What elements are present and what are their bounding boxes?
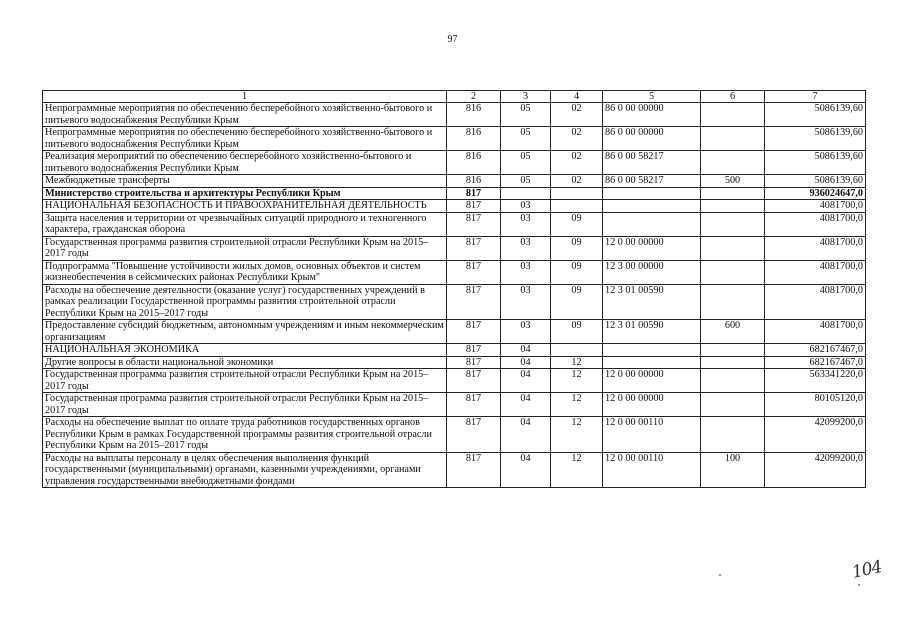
row-section-cell: 03 <box>501 260 551 284</box>
handwritten-page-mark: 104 <box>850 557 884 583</box>
row-section-cell: 03 <box>501 284 551 320</box>
column-header-5: 5 <box>603 91 701 103</box>
row-name-cell: Подпрограмма "Повышение устойчивости жилых домов, основных объектов и систем жизнеобеспечения в сейсмических районах Республики Крым" <box>43 260 447 284</box>
row-subsection-cell: 12 <box>551 417 603 453</box>
table-row <box>43 236 866 260</box>
row-section-cell: 05 <box>501 151 551 175</box>
scan-artifact <box>858 584 860 586</box>
row-target-article-cell <box>603 356 701 369</box>
table-row <box>43 320 866 344</box>
row-name-cell: Министерство строительства и архитектуры Республики Крым <box>43 187 447 200</box>
row-subsection-cell: 02 <box>551 175 603 188</box>
row-target-article-cell: 86 0 00 00000 <box>603 103 701 127</box>
row-amount-cell: 80105120,0 <box>765 393 866 417</box>
row-amount-cell: 4081700,0 <box>765 212 866 236</box>
row-ministry-code-cell: 817 <box>447 356 501 369</box>
row-target-article-cell <box>603 344 701 357</box>
row-ministry-code-cell: 816 <box>447 103 501 127</box>
row-amount-cell: 4081700,0 <box>765 284 866 320</box>
row-amount-cell: 4081700,0 <box>765 260 866 284</box>
row-expense-type-cell: 500 <box>701 175 765 188</box>
row-expense-type-cell <box>701 344 765 357</box>
column-header-7: 7 <box>765 91 866 103</box>
row-subsection-cell: 12 <box>551 356 603 369</box>
table-row <box>43 356 866 369</box>
row-expense-type-cell <box>701 127 765 151</box>
column-header-3: 3 <box>501 91 551 103</box>
row-ministry-code-cell: 817 <box>447 417 501 453</box>
budget-table <box>42 90 866 488</box>
row-ministry-code-cell: 817 <box>447 212 501 236</box>
row-section-cell: 04 <box>501 344 551 357</box>
row-amount-cell: 42099200,0 <box>765 452 866 488</box>
row-ministry-code-cell: 817 <box>447 200 501 213</box>
row-target-article-cell: 12 3 01 00590 <box>603 284 701 320</box>
row-name-cell: Предоставление субсидий бюджетным, автономным учреждениям и иным некоммерческим организациям <box>43 320 447 344</box>
row-target-article-cell: 12 3 00 00000 <box>603 260 701 284</box>
row-subsection-cell: 12 <box>551 369 603 393</box>
row-amount-cell: 4081700,0 <box>765 320 866 344</box>
row-expense-type-cell <box>701 212 765 236</box>
row-expense-type-cell <box>701 417 765 453</box>
row-subsection-cell: 09 <box>551 236 603 260</box>
row-expense-type-cell <box>701 260 765 284</box>
row-target-article-cell: 86 0 00 58217 <box>603 175 701 188</box>
table-row <box>43 284 866 320</box>
row-amount-cell: 682167467,0 <box>765 344 866 357</box>
row-amount-cell: 4081700,0 <box>765 236 866 260</box>
row-ministry-code-cell: 816 <box>447 151 501 175</box>
row-expense-type-cell <box>701 151 765 175</box>
row-ministry-code-cell: 817 <box>447 344 501 357</box>
table-row <box>43 369 866 393</box>
row-section-cell: 05 <box>501 175 551 188</box>
row-section-cell: 04 <box>501 417 551 453</box>
row-name-cell: Государственная программа развития строительной отрасли Республики Крым на 2015–2017 годы <box>43 369 447 393</box>
row-name-cell: Расходы на выплаты персоналу в целях обеспечения выполнения функций государственными (муниципальными) органами, казенными учреждениями, органами управления государственными внебюджетными фондами <box>43 452 447 488</box>
row-subsection-cell: 12 <box>551 452 603 488</box>
row-target-article-cell: 12 0 00 00000 <box>603 369 701 393</box>
column-header-6: 6 <box>701 91 765 103</box>
row-expense-type-cell <box>701 393 765 417</box>
row-section-cell: 03 <box>501 200 551 213</box>
row-target-article-cell <box>603 187 701 200</box>
row-subsection-cell <box>551 200 603 213</box>
row-ministry-code-cell: 817 <box>447 284 501 320</box>
row-subsection-cell: 09 <box>551 260 603 284</box>
row-section-cell: 04 <box>501 369 551 393</box>
page-number: 97 <box>447 34 458 45</box>
table-row <box>43 344 866 357</box>
row-name-cell: НАЦИОНАЛЬНАЯ ЭКОНОМИКА <box>43 344 447 357</box>
table-row <box>43 260 866 284</box>
row-target-article-cell <box>603 200 701 213</box>
row-section-cell: 03 <box>501 212 551 236</box>
row-expense-type-cell <box>701 187 765 200</box>
column-header-1: 1 <box>43 91 447 103</box>
row-expense-type-cell: 100 <box>701 452 765 488</box>
row-name-cell: Защита населения и территории от чрезвычайных ситуаций природного и техногенного характера, гражданская оборона <box>43 212 447 236</box>
row-amount-cell: 936024647,0 <box>765 187 866 200</box>
row-name-cell: Другие вопросы в области национальной экономики <box>43 356 447 369</box>
column-header-4: 4 <box>551 91 603 103</box>
header-row <box>43 91 866 103</box>
row-ministry-code-cell: 817 <box>447 236 501 260</box>
row-ministry-code-cell: 817 <box>447 369 501 393</box>
row-amount-cell: 563341220,0 <box>765 369 866 393</box>
row-subsection-cell: 02 <box>551 127 603 151</box>
row-section-cell: 05 <box>501 103 551 127</box>
row-section-cell <box>501 187 551 200</box>
row-subsection-cell <box>551 187 603 200</box>
row-expense-type-cell <box>701 200 765 213</box>
row-ministry-code-cell: 816 <box>447 127 501 151</box>
table-row <box>43 127 866 151</box>
row-target-article-cell: 86 0 00 00000 <box>603 127 701 151</box>
row-target-article-cell: 12 0 00 00000 <box>603 393 701 417</box>
row-expense-type-cell: 600 <box>701 320 765 344</box>
row-expense-type-cell <box>701 103 765 127</box>
row-amount-cell: 42099200,0 <box>765 417 866 453</box>
row-name-cell: НАЦИОНАЛЬНАЯ БЕЗОПАСНОСТЬ И ПРАВООХРАНИТЕЛЬНАЯ ДЕЯТЕЛЬНОСТЬ <box>43 200 447 213</box>
row-name-cell: Реализация мероприятий по обеспечению бесперебойного хозяйственно-бытового и питьевого водоснабжения Республики Крым <box>43 151 447 175</box>
row-expense-type-cell <box>701 284 765 320</box>
row-amount-cell: 5086139,60 <box>765 127 866 151</box>
row-target-article-cell: 12 0 00 00110 <box>603 452 701 488</box>
row-name-cell: Государственная программа развития строительной отрасли Республики Крым на 2015–2017 годы <box>43 393 447 417</box>
row-amount-cell: 682167467,0 <box>765 356 866 369</box>
row-name-cell: Непрограммные мероприятия по обеспечению бесперебойного хозяйственно-бытового и питьевого водоснабжения Республики Крым <box>43 127 447 151</box>
row-ministry-code-cell: 817 <box>447 260 501 284</box>
row-target-article-cell: 86 0 00 58217 <box>603 151 701 175</box>
table-row <box>43 417 866 453</box>
row-subsection-cell: 09 <box>551 284 603 320</box>
row-section-cell: 05 <box>501 127 551 151</box>
row-ministry-code-cell: 817 <box>447 187 501 200</box>
scan-artifact <box>719 574 721 576</box>
row-ministry-code-cell: 817 <box>447 452 501 488</box>
row-ministry-code-cell: 817 <box>447 393 501 417</box>
row-amount-cell: 4081700,0 <box>765 200 866 213</box>
row-name-cell: Расходы на обеспечение деятельности (оказание услуг) государственных учреждений в рамках реализации Государственной программы развития строительной отрасли Республики Крым на 2015–2017 годы <box>43 284 447 320</box>
row-expense-type-cell <box>701 369 765 393</box>
table-row <box>43 212 866 236</box>
table-row <box>43 200 866 213</box>
row-subsection-cell: 02 <box>551 151 603 175</box>
row-amount-cell: 5086139,60 <box>765 175 866 188</box>
row-subsection-cell <box>551 344 603 357</box>
row-subsection-cell: 09 <box>551 320 603 344</box>
row-subsection-cell: 12 <box>551 393 603 417</box>
row-expense-type-cell <box>701 356 765 369</box>
row-section-cell: 03 <box>501 320 551 344</box>
table-row <box>43 393 866 417</box>
row-ministry-code-cell: 817 <box>447 320 501 344</box>
row-target-article-cell: 12 3 01 00590 <box>603 320 701 344</box>
row-section-cell: 03 <box>501 236 551 260</box>
row-expense-type-cell <box>701 236 765 260</box>
row-name-cell: Межбюджетные трансферты <box>43 175 447 188</box>
row-name-cell: Непрограммные мероприятия по обеспечению бесперебойного хозяйственно-бытового и питьевого водоснабжения Республики Крым <box>43 103 447 127</box>
row-section-cell: 04 <box>501 452 551 488</box>
row-ministry-code-cell: 816 <box>447 175 501 188</box>
table-body <box>43 103 866 488</box>
row-target-article-cell <box>603 212 701 236</box>
row-section-cell: 04 <box>501 356 551 369</box>
row-target-article-cell: 12 0 00 00000 <box>603 236 701 260</box>
row-amount-cell: 5086139,60 <box>765 103 866 127</box>
row-target-article-cell: 12 0 00 00110 <box>603 417 701 453</box>
row-amount-cell: 5086139,60 <box>765 151 866 175</box>
row-name-cell: Расходы на обеспечение выплат по оплате труда работников государственных органов Республики Крым в рамках Государственной программы развития строительной отрасли Республики Крым на 2015–2017 годы <box>43 417 447 453</box>
row-subsection-cell: 09 <box>551 212 603 236</box>
column-header-2: 2 <box>447 91 501 103</box>
row-section-cell: 04 <box>501 393 551 417</box>
table-row <box>43 103 866 127</box>
table-row <box>43 452 866 488</box>
row-subsection-cell: 02 <box>551 103 603 127</box>
table-row <box>43 187 866 200</box>
table-row <box>43 151 866 175</box>
table-row <box>43 175 866 188</box>
row-name-cell: Государственная программа развития строительной отрасли Республики Крым на 2015–2017 годы <box>43 236 447 260</box>
